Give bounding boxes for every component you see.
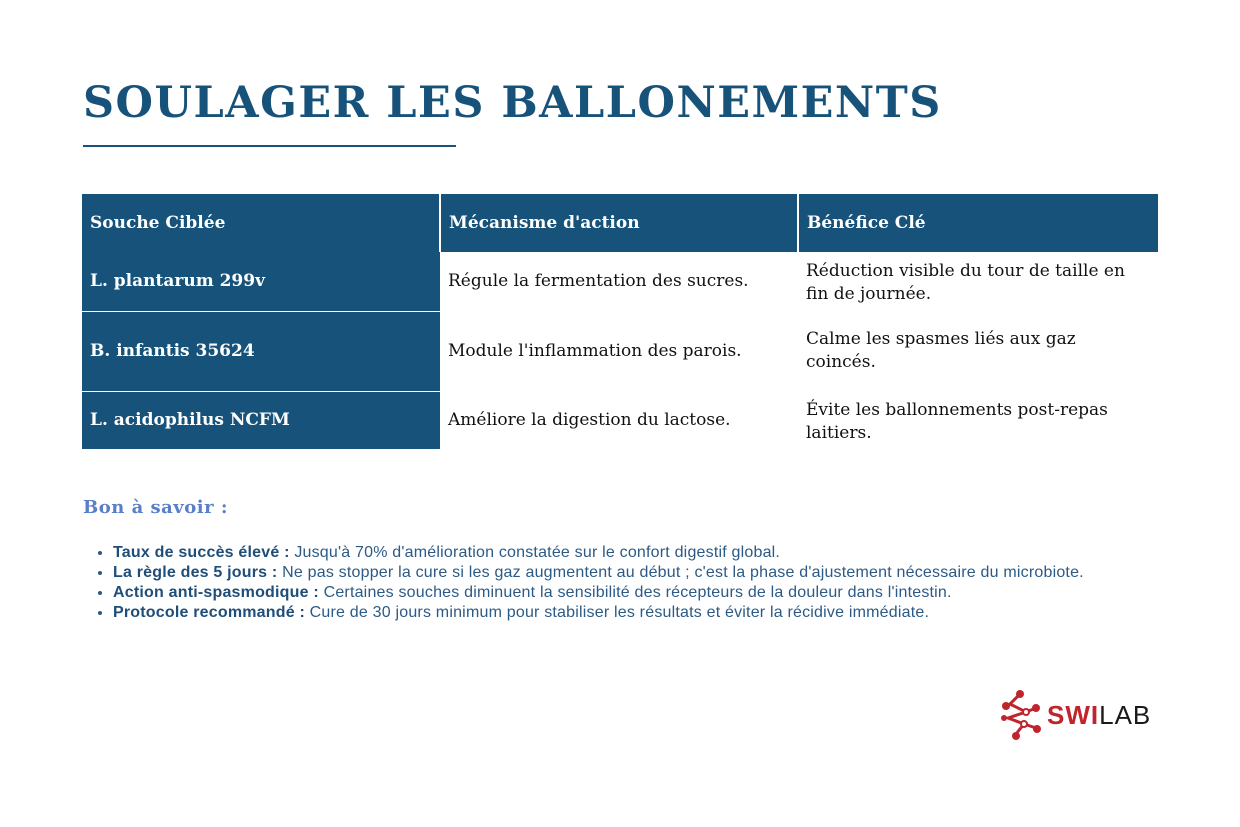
benefit-cell: Évite les ballonnements post-repas laitiers. [798, 391, 1158, 449]
list-item [113, 543, 1173, 563]
header-strain: Souche Ciblée [82, 194, 440, 252]
molecule-logo-icon [998, 688, 1044, 744]
list-item [113, 563, 1173, 583]
tip-label: Action anti-spasmodique : [113, 584, 319, 601]
header-benefit: Bénéfice Clé [798, 194, 1158, 252]
notes-title: Bon à savoir : [83, 497, 228, 518]
brand-part-1: SWI [1047, 700, 1100, 730]
mechanism-cell: Module l'inflammation des parois. [440, 311, 798, 391]
table-row [82, 311, 1158, 391]
title-underline [83, 145, 456, 147]
strain-cell: L. acidophilus NCFM [82, 391, 440, 449]
tip-text: Ne pas stopper la cure si les gaz augmentent au début ; c'est la phase d'ajustement nécessaire du microbiote. [282, 564, 1084, 581]
list-item [113, 583, 1173, 603]
tip-text: Cure de 30 jours minimum pour stabiliser les résultats et éviter la récidive immédiate. [309, 604, 930, 621]
benefit-cell: Réduction visible du tour de taille en fin de journée. [798, 252, 1158, 311]
benefit-cell: Calme les spasmes liés aux gaz coincés. [798, 311, 1158, 391]
mechanism-cell: Améliore la digestion du lactose. [440, 391, 798, 449]
brand-part-2: LAB [1099, 700, 1152, 730]
page-title: SOULAGER LES BALLONEMENTS [83, 78, 942, 128]
probiotic-table [82, 194, 1158, 450]
tip-text: Jusqu'à 70% d'amélioration constatée sur le confort digestif global. [294, 544, 781, 561]
table-row [82, 252, 1158, 311]
tip-label: Protocole recommandé : [113, 604, 306, 621]
tips-list [83, 543, 1173, 623]
mechanism-cell: Régule la fermentation des sucres. [440, 252, 798, 311]
strain-cell: B. infantis 35624 [82, 311, 440, 391]
swilab-logo [998, 688, 1158, 744]
strain-cell: L. plantarum 299v [82, 252, 440, 311]
tip-label: Taux de succès élevé : [113, 544, 290, 561]
tip-text: Certaines souches diminuent la sensibilité des récepteurs de la douleur dans l'intestin. [323, 584, 952, 601]
table-header-row [82, 194, 1158, 252]
list-item [113, 603, 1173, 623]
header-mechanism: Mécanisme d'action [440, 194, 798, 252]
table-row [82, 391, 1158, 449]
brand-wordmark [1047, 700, 1151, 731]
tip-label: La règle des 5 jours : [113, 564, 278, 581]
